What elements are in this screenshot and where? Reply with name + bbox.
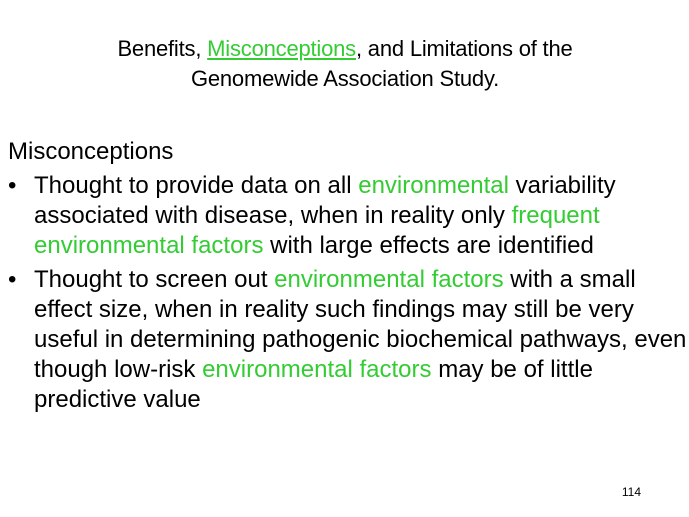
bullet-item: [8, 171, 688, 261]
bullet-icon: •: [8, 266, 17, 293]
bullet-item: [8, 265, 688, 415]
title-highlight-link[interactable]: Misconceptions: [207, 36, 356, 61]
title-line-2: Genomewide Association Study.: [190, 66, 500, 91]
title-suffix: , and Limitations of the: [355, 36, 573, 61]
page-number: 114: [621, 485, 641, 499]
bullet-list: [8, 171, 688, 415]
bullet-highlight: frequent environmental factors: [34, 202, 600, 259]
bullet-segment: with a small effect size, when in reality such findings may still be very useful in determining pathogenic biochemical pathways, even though low-risk: [34, 266, 687, 383]
bullet-highlight: environmental factors: [274, 266, 504, 293]
bullet-segment: with large effects are identified: [263, 232, 594, 259]
bullet-highlight: environmental: [358, 172, 509, 199]
bullet-icon: •: [8, 172, 17, 199]
bullet-text: [34, 172, 616, 259]
bullet-segment: may be of little predictive value: [34, 356, 593, 413]
bullet-segment: Thought to provide data on all: [34, 172, 359, 199]
bullet-text: [34, 266, 686, 413]
slide-title: [20, 34, 670, 94]
bullet-segment: Thought to screen out: [34, 266, 275, 293]
title-prefix: Benefits,: [117, 36, 208, 61]
bullet-segment: variability associated with disease, when in reality only: [34, 172, 616, 229]
bullet-highlight: environmental factors: [202, 356, 432, 383]
section-heading: Misconceptions: [8, 138, 174, 165]
